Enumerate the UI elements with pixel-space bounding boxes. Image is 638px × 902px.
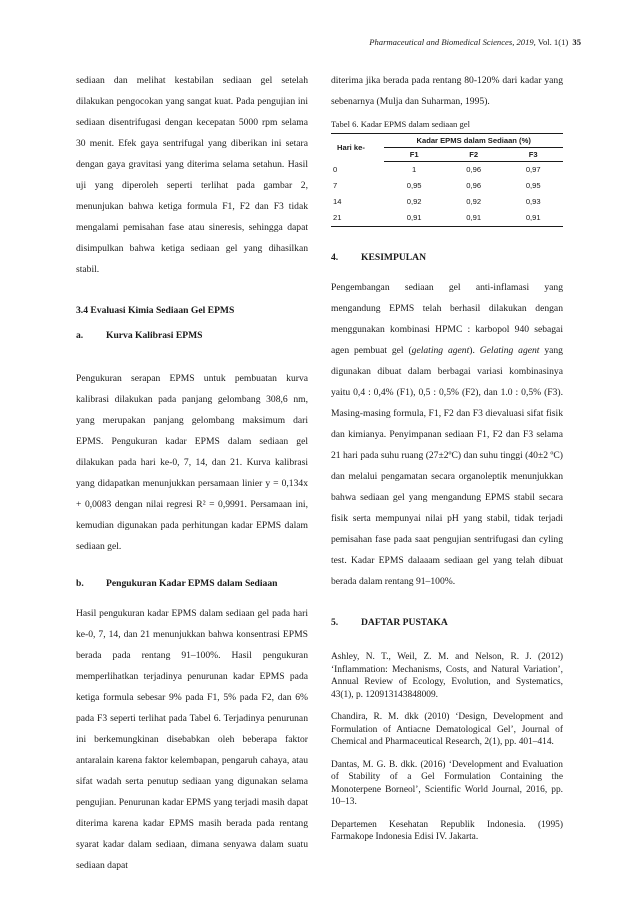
page-number: 35 [572,37,581,47]
table-header-group: Kadar EPMS dalam Sediaan (%) [384,134,563,148]
table-cell: 0,91 [503,210,563,227]
table-cell: 0,97 [525,165,541,174]
paragraph-acceptance: diterima jika berada pada rentang 80-120% dari kadar yang sebenarnya (Mulja dan Suharman, 1995). [331,75,563,107]
section-number-4: 4. [331,252,339,263]
reference-item: Dantas, M. G. B. dkk. (2016) ‘Development and Evaluation of Stability of a Gel Formulation Containing the Monoterpene Borneol’, Scientific World Journal, 2016, pp. 10–13. [331,759,563,807]
subsection-heading-a [76,325,308,346]
table-cell: 0,95 [525,181,541,190]
subsection-heading-b [76,573,308,594]
table-cell: 1 [412,165,417,174]
table-header-f3: F3 [503,148,563,162]
paragraph-calibration: Pengukuran serapan EPMS untuk pembuatan kurva kalibrasi dilakukan pada panjang gelombang 308,6 nm, yang merupakan panjang gelombang maksimum dari EPMS. Pengukuran kadar EPMS dalam sediaan gel dilakukan pada hari ke-0, 7, 14, dan 21. Kurva kalibrasi yang didapatkan menunjukkan persamaan linier y = 0,134x + 0,0083 dengan nilai regresi R² = 0,9991. Persamaan ini, kemudian digunakan pada perhitungan kadar EPMS dalam sediaan gel. [76,373,308,552]
right-column [331,70,563,854]
subsection-number-a: a. [76,330,84,341]
table-row [331,178,563,194]
journal-volume: Vol. 1(1) [537,37,569,47]
subsection-title-b: Pengukuran Kadar EPMS dalam Sediaan [106,578,278,589]
section-heading-4 [331,247,563,268]
reference-list [331,651,563,844]
left-column [76,70,308,876]
conclusion-term-1: gelating agent [411,345,470,356]
table-cell: 14 [333,197,342,206]
table-header-day: Hari ke- [331,134,384,162]
epms-table [331,133,563,227]
section-number-5: 5. [331,617,339,628]
table-cell: 0,93 [525,197,541,206]
section-heading-5 [331,612,563,633]
reference-item: Chandira, R. M. dkk (2010) ‘Design, Development and Formulation of Antiacne Dematological Gel’, Journal of Chemical and Pharmaceutical Research, 2(1), pp. 401–414. [331,712,563,747]
table-cell: 21 [331,210,384,227]
table-row [331,194,563,210]
section-title-daftar-pustaka: DAFTAR PUSTAKA [361,617,448,628]
conclusion-text-a: Pengembangan sediaan gel anti-inflamasi yang mengandung EPMS telah berhasil dilakukan dengan menggunakan kombinasi HPMC : karbopol 940 sebagai agen pembuat gel ( [331,282,563,356]
conclusion-term-2: Gelating agent [479,345,540,356]
conclusion-text-b: ). [469,345,480,356]
paragraph-conclusion [331,277,563,592]
conclusion-text-c: yang digunakan dibuat dalam berbagai variasi kombinasinya yaitu 0,4 : 0,4% (F1), 0,5 : 0,5% (F2), dan 1.0 : 0,5% (F3). Masing-masing formula, F1, F2 dan F3 dievaluasi sifat fisik dan kimianya. Penyimpanan sediaan F1, F2 dan F3 selama 21 hari pada suhu ruang (27±2ºC) dan suhu tinggi (40±2 ºC) dan melalui pengamatan secara organoleptik menunjukkan bahwa sediaan gel yang mengandung EPMS stabil secara fisik serta mempunyai nilai pH yang stabil, tidak terjadi pemisahan fase pada saat pengujian sentrifugasi dan cyling test. Kadar EPMS dalaaam sediaan gel yang telah dibuat berada dalam rentang 91–100%. [331,345,563,587]
table-cell: 0,92 [406,197,422,206]
table-cell: 0,95 [406,181,422,190]
reference-item: Ashley, N. T., Weil, Z. M. and Nelson, R. J. (2012) ‘Inflammation: Mechanisms, Costs, and Natural Variation’, Annual Review of Ecology, Evolution, and Systematics, 43(1), p. 120913143848009. [331,652,563,700]
section-title-kesimpulan: KESIMPULAN [361,252,427,263]
table-cell: 0 [333,164,338,174]
table-caption: Tabel 6. Kadar EPMS dalam sediaan gel [331,119,471,129]
table-cell: 0,96 [466,181,482,190]
journal-name: Pharmaceutical and Biomedical Sciences, 2019, [369,37,536,47]
table-cell: 0,96 [466,165,482,174]
table-cell: 0,92 [466,197,482,206]
table-row [331,162,563,179]
table-cell: 0,91 [384,210,444,227]
table-cell: 0,91 [444,210,504,227]
section-heading-3-4: 3.4 Evaluasi Kimia Sediaan Gel EPMS [76,305,235,316]
running-header [369,37,581,47]
reference-item: Departemen Kesehatan Republik Indonesia. (1995) Farmakope Indonesia Edisi IV. Jakarta. [331,819,563,842]
subsection-title-a: Kurva Kalibrasi EPMS [106,330,203,341]
paragraph-measurement: Hasil pengukuran kadar EPMS dalam sediaan gel pada hari ke-0, 7, 14, dan 21 menunjukkan bahwa konsentrasi EPMS berada pada rentang 91–100%. Hasil pengukuran memperlihatkan terjadinya penurunan kadar EPMS pada ketiga formula sebesar 9% pada F1, 5% pada F2, dan 6% pada F3 seperti terlihat pada Tabel 6. Terjadinya penurunan ini berkemungkinan disebabkan oleh beberapa faktor antaralain karena faktor kelembapan, pengaruh cahaya, atau sifat wadah serta penutup sediaan yang digunakan selama pengujian. Penurunan kadar EPMS yang terjadi masih dapat diterima karena kadar EPMS masih berada pada rentang syarat kadar dalam sediaan, dimana senyawa dalam suatu sediaan dapat [76,608,308,871]
table-header-f1: F1 [384,148,444,162]
table-row [331,210,563,227]
subsection-number-b: b. [76,578,84,589]
paragraph-stability: sediaan dan melihat kestabilan sediaan gel setelah dilakukan pengocokan yang sangat kuat. Pada pengujian ini sediaan disentrifugasi dengan kecepatan 5000 rpm selama 30 menit. Efek gaya sentrifugal yang diberikan ini setara dengan gaya gravitasi yang diterima selama setahun. Hasil uji yang diperoleh seperti terlihat pada gambar 2, menunjukan bahwa ketiga formula F1, F2 dan F3 tidak mengalami pemisahan fase atau sineresis, sehingga dapat disimpulkan bahwa ketiga sediaan gel yang dihasilkan stabil. [76,75,308,275]
table-header-f2: F2 [444,148,504,162]
table-cell: 7 [333,181,338,190]
